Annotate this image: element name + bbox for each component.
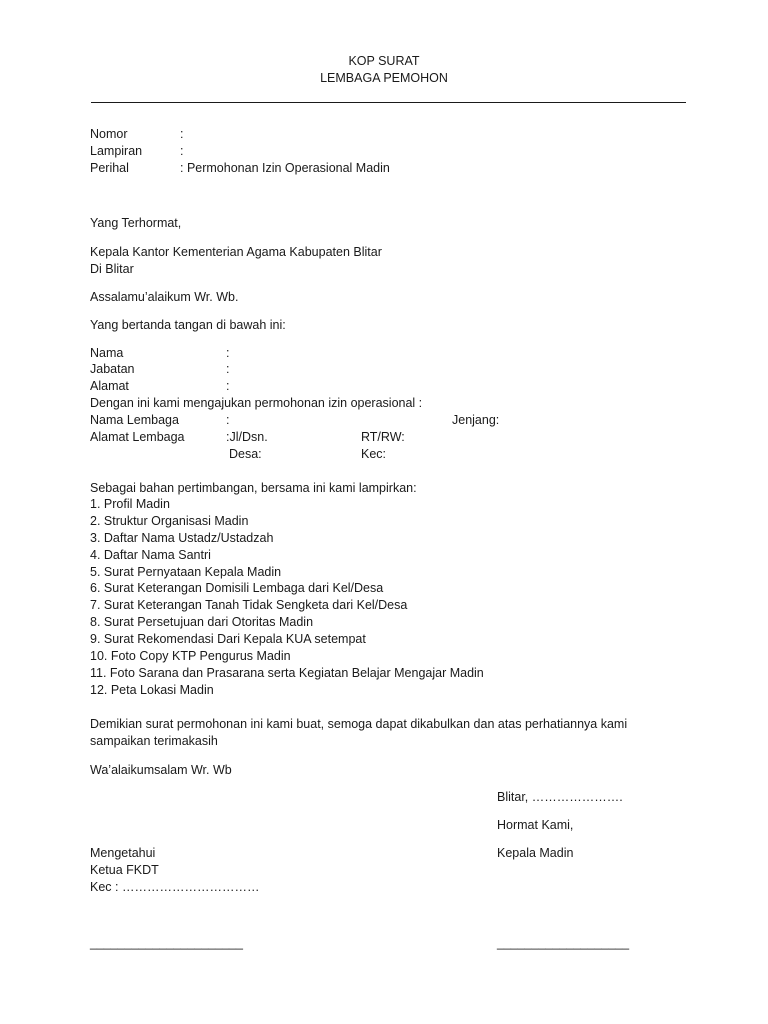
alamat-label: Alamat	[90, 379, 129, 393]
recipient-line1: Kepala Kantor Kementerian Agama Kabupaten Blitar	[90, 245, 382, 259]
nama-lembaga-label: Nama Lembaga	[90, 413, 179, 427]
left-signature-line: ______________________	[90, 936, 243, 950]
closing-paragraph: Demikian surat permohonan ini kami buat, semoga dapat dikabulkan dan atas perhatiannya kami sampaikan terimakasih	[90, 717, 628, 748]
list-item: 1. Profil Madin	[90, 497, 170, 511]
list-item: 10. Foto Copy KTP Pengurus Madin	[90, 649, 291, 664]
place-date: Blitar, ………………….	[497, 790, 623, 804]
intro-text: Yang bertanda tangan di bawah ini:	[90, 318, 286, 332]
request-line: Dengan ini kami mengajukan permohonan izin operasional :	[90, 396, 423, 410]
list-item: 6. Surat Keterangan Domisili Lembaga dari Kel/Desa	[90, 581, 384, 596]
list-item: 12. Peta Lokasi Madin	[90, 682, 214, 697]
list-item: 8. Surat Persetujuan dari Otoritas Madin	[90, 615, 314, 630]
nomor-value: :	[180, 127, 184, 141]
alamat-value: :	[226, 379, 230, 393]
list-item: 11. Foto Sarana dan Prasarana serta Kegiatan Belajar Mengajar Madin	[90, 665, 484, 680]
list-item: 2. Struktur Organisasi Madin	[90, 513, 249, 528]
right-signature-line: ___________________	[497, 936, 630, 950]
nama-value: :	[226, 346, 230, 360]
nama-label: Nama	[90, 346, 124, 360]
regards: Hormat Kami,	[497, 818, 574, 832]
lembaga-pemohon-title: LEMBAGA PEMOHON	[320, 71, 448, 85]
list-item: 9. Surat Rekomendasi Dari Kepala KUA setempat	[90, 632, 366, 647]
alamat-lembaga-label: Alamat Lembaga	[90, 430, 185, 444]
nama-lembaga-value: :	[226, 413, 230, 427]
kec-signature-line: Kec : ……………………………	[90, 880, 260, 894]
lampiran-label: Lampiran	[90, 144, 143, 158]
jenjang-label: Jenjang:	[452, 413, 500, 427]
jabatan-label: Jabatan	[90, 362, 135, 376]
desa-label: Desa:	[229, 447, 262, 461]
salutation: Yang Terhormat,	[90, 216, 182, 230]
list-item: 7. Surat Keterangan Tanah Tidak Sengketa dari Kel/Desa	[90, 598, 408, 613]
nomor-label: Nomor	[90, 127, 128, 141]
jabatan-value: :	[226, 362, 230, 376]
kepala-madin-title: Kepala Madin	[497, 846, 574, 860]
rtrw-label: RT/RW:	[361, 430, 405, 444]
alamat-lembaga-value: :Jl/Dsn.	[226, 430, 268, 444]
recipient-line2: Di Blitar	[90, 262, 134, 276]
lampiran-value: :	[180, 144, 184, 158]
list-item: 5. Surat Pernyataan Kepala Madin	[90, 564, 282, 579]
kec-label: Kec:	[361, 447, 387, 461]
perihal-label: Perihal	[90, 161, 129, 175]
attachments-list	[90, 496, 484, 699]
list-item: 3. Daftar Nama Ustadz/Ustadzah	[90, 530, 274, 545]
ketua-fkdt-title: Ketua FKDT	[90, 863, 159, 877]
mengetahui-label: Mengetahui	[90, 846, 156, 860]
list-item: 4. Daftar Nama Santri	[90, 547, 211, 562]
closing-greeting: Wa’alaikumsalam Wr. Wb	[90, 763, 232, 777]
perihal-value: : Permohonan Izin Operasional Madin	[180, 161, 390, 175]
letterhead-divider	[91, 102, 686, 103]
kop-surat-title: KOP SURAT	[348, 54, 420, 68]
attachments-intro: Sebagai bahan pertimbangan, bersama ini kami lampirkan:	[90, 481, 417, 495]
opening-greeting: Assalamu’alaikum Wr. Wb.	[90, 290, 239, 304]
